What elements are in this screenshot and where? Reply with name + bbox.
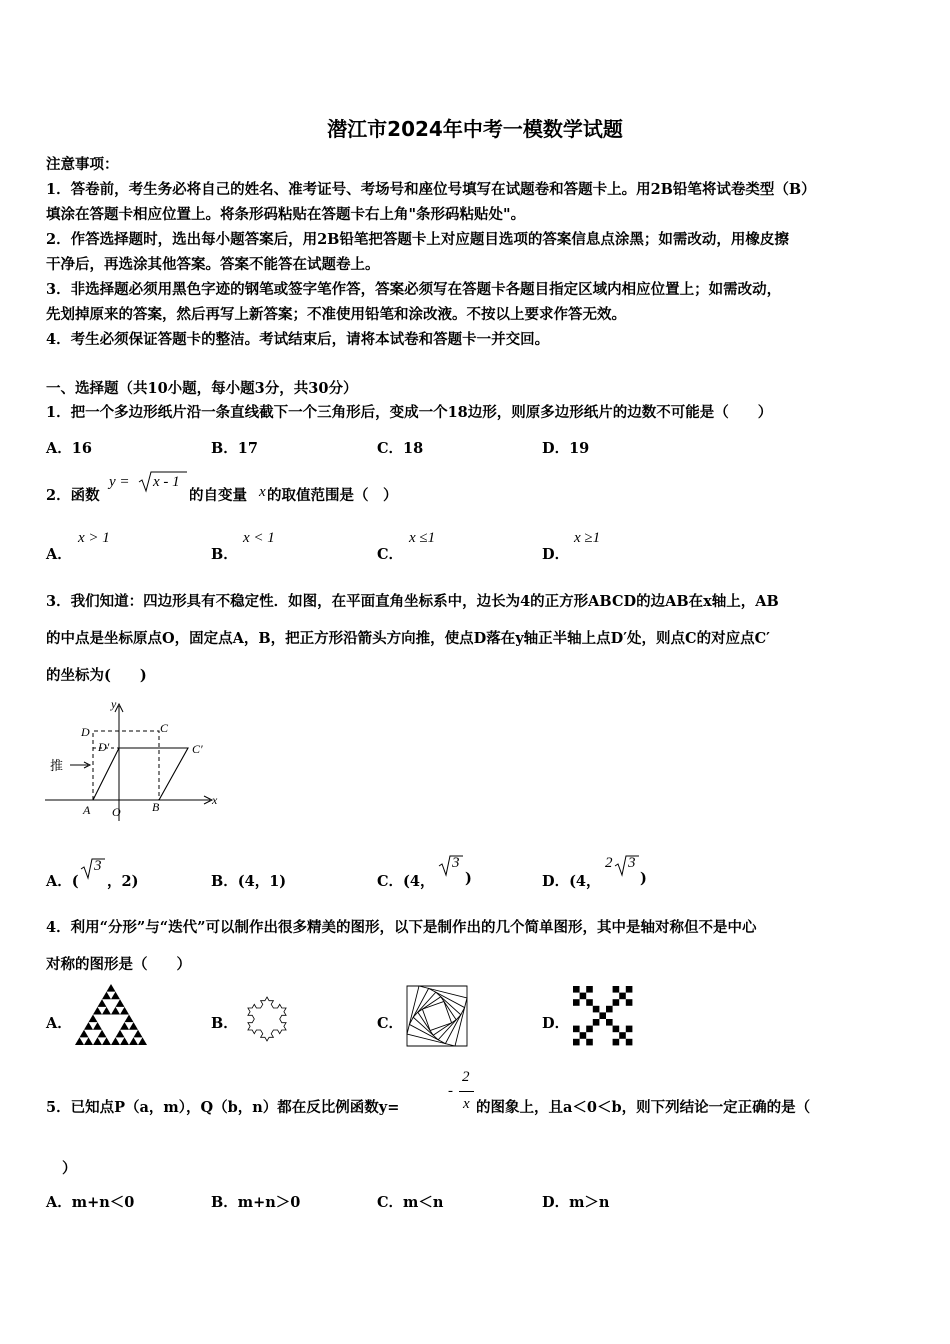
cross-cell <box>626 999 633 1006</box>
label-push: 推 <box>50 758 64 773</box>
q4-option-a[interactable]: A． <box>46 1015 72 1032</box>
q1-option-d[interactable]: D．19 <box>542 440 590 457</box>
section-heading: 一、选择题（共10小题，每小题3分，共30分） <box>46 380 358 397</box>
sierpinski-cell <box>80 1030 89 1038</box>
notice-line: 填涂在答题卡相应位置上。将条形码粘贴在答题卡右上角"条形码粘贴处"。 <box>46 206 526 223</box>
sierpinski-cell <box>84 1037 93 1045</box>
label-x: x <box>212 793 218 807</box>
q2-option-d-expr: x ≥1 <box>574 530 601 546</box>
sierpinski-cell <box>116 999 125 1007</box>
page-title: 潜江市2024年中考一模数学试题 <box>327 117 623 141</box>
cross-cell <box>613 1026 620 1033</box>
q5-numerator: 2 <box>462 1069 470 1085</box>
label-c-prime: C′ <box>192 742 203 756</box>
q2-option-a-expr: x > 1 <box>78 530 110 546</box>
q1-option-b[interactable]: B．17 <box>211 440 258 457</box>
q2-option-b-expr: x < 1 <box>243 530 275 546</box>
cross-cell <box>626 986 633 993</box>
nested-square <box>409 988 464 1043</box>
q3-option-d[interactable]: D．(4， <box>542 873 601 890</box>
cross-cell <box>573 1026 580 1033</box>
cross-cell <box>606 1019 613 1026</box>
q5-option-b[interactable]: B．m+n＞0 <box>211 1194 301 1211</box>
q1-option-a[interactable]: A．16 <box>46 440 92 457</box>
sierpinski-cell <box>120 1007 129 1015</box>
q5-option-c[interactable]: C．m＜n <box>377 1194 444 1211</box>
q3-c-post: ) <box>465 870 472 887</box>
sqrt-sign <box>614 853 640 877</box>
cross-cell <box>573 999 580 1006</box>
sierpinski-cell <box>84 1022 93 1030</box>
sierpinski-cell <box>93 1007 102 1015</box>
label-d: D <box>81 725 90 739</box>
q4-option-b[interactable]: B． <box>211 1015 238 1032</box>
label-b: B <box>152 800 160 814</box>
question-4-line: 对称的图形是（ ） <box>46 956 191 973</box>
q2-variable: x <box>259 484 266 500</box>
question-3-line: 的坐标为( ) <box>46 667 147 684</box>
notice-line: 先划掉原来的答案，然后再写上新答案；不准使用铅笔和涂改液。不按以上要求作答无效。 <box>46 306 626 323</box>
cross-cell <box>619 993 626 1000</box>
sierpinski-cell <box>111 1007 120 1015</box>
q5-option-d[interactable]: D．m＞n <box>542 1194 610 1211</box>
cross-cell <box>580 993 587 1000</box>
q3-a-radicand: 3 <box>94 858 102 874</box>
sqrt-sign <box>438 853 464 877</box>
cross-cell <box>573 986 580 993</box>
q3-d-post: ) <box>640 870 647 887</box>
q3-a-post: ，2) <box>107 873 139 890</box>
q3-d-radicand: 3 <box>628 855 636 871</box>
question-5-stem-a: 5．已知点P（a，m），Q（b，n）都在反比例函数y= <box>46 1099 400 1116</box>
nested-square <box>407 986 467 1046</box>
sierpinski-cell <box>134 1030 143 1038</box>
question-2-stem-b: 的自变量 <box>189 487 247 504</box>
sierpinski-cell <box>98 999 107 1007</box>
q3-option-b[interactable]: B．(4，1) <box>211 873 287 890</box>
sierpinski-cell <box>111 1037 120 1045</box>
sierpinski-cell <box>120 1022 129 1030</box>
cross-cell <box>613 999 620 1006</box>
q3-d-coef: 2 <box>605 855 613 871</box>
sierpinski-cell <box>102 1007 111 1015</box>
sierpinski-cell <box>107 984 116 992</box>
q2-option-c-expr: x ≤1 <box>409 530 436 546</box>
q5-denominator: x <box>463 1096 470 1112</box>
nested-square <box>407 986 467 1046</box>
sierpinski-cell <box>116 1030 125 1038</box>
nested-square <box>418 997 456 1035</box>
cross-fractal-figure <box>573 986 635 1046</box>
notice-line: 干净后，再选涂其他答案。答案不能答在试题卷上。 <box>46 256 380 273</box>
q3-option-a[interactable]: A．( <box>46 873 79 890</box>
label-y: y <box>111 697 117 711</box>
notice-line: 2．作答选择题时，选出每小题答案后，用2B铅笔把答题卡上对应题目选项的答案信息点涂黑；如需改动，用橡皮擦 <box>46 231 789 248</box>
koch-snowflake-figure <box>236 989 298 1047</box>
sierpinski-cell <box>102 992 111 1000</box>
cross-cell <box>586 1026 593 1033</box>
sierpinski-cell <box>129 1022 138 1030</box>
sierpinski-triangle-figure <box>74 983 148 1047</box>
q5-option-a[interactable]: A．m+n＜0 <box>46 1194 135 1211</box>
koch-outline <box>248 997 286 1041</box>
q3-c-radicand: 3 <box>452 855 460 871</box>
question-3-line: 的中点是坐标原点O，固定点A，B，把正方形沿箭头方向推，使点D落在y轴正半轴上点D′处，则点C的对应点C′ <box>46 630 770 647</box>
cross-cell <box>613 1039 620 1046</box>
question-2-stem-c: 的取值范围是（ ） <box>267 487 398 504</box>
cross-cell <box>613 986 620 993</box>
sierpinski-cell <box>125 1015 134 1023</box>
cross-cell <box>593 1006 600 1013</box>
question-5-stem-b: 的图象上，且a＜0＜b，则下列结论一定正确的是（ <box>476 1099 811 1116</box>
q3-coordinate-figure <box>40 696 230 826</box>
q2-option-d[interactable]: D． <box>542 546 570 563</box>
sqrt-sign <box>80 856 106 880</box>
cross-cell <box>580 1032 587 1039</box>
sierpinski-cell <box>75 1037 84 1045</box>
question-4-line: 4．利用“分形”与“迭代”可以制作出很多精美的图形，以下是制作出的几个简单图形，其中是轴对称但不是中心 <box>46 919 757 936</box>
cross-cell <box>586 999 593 1006</box>
q5-minus: - <box>448 1083 453 1099</box>
cross-cell <box>586 986 593 993</box>
label-c: C <box>160 721 169 735</box>
sierpinski-cell <box>89 1015 98 1023</box>
fraction-bar <box>459 1091 474 1092</box>
sierpinski-cell <box>93 1022 102 1030</box>
label-o: O <box>112 805 121 819</box>
cross-cell <box>626 1039 633 1046</box>
cross-cell <box>586 1039 593 1046</box>
q2-option-b[interactable]: B． <box>211 546 238 563</box>
sierpinski-cell <box>102 1037 111 1045</box>
sierpinski-cell <box>93 1037 102 1045</box>
cross-cell <box>626 1026 633 1033</box>
question-5-close: ） <box>62 1160 77 1177</box>
notice-line: 1．答卷前，考生务必将自己的姓名、准考证号、考场号和座位号填写在试题卷和答题卡上。用2B铅笔将试卷类型（B） <box>46 181 816 198</box>
parallelogram <box>93 748 188 800</box>
nested-squares-figure <box>405 984 469 1048</box>
notice-line: 3．非选择题必须用黑色字迹的钢笔或签字笔作答，答案必须写在答题卡各题目指定区域内相应位置上；如需改动， <box>46 281 782 298</box>
q2-formula-y: y = <box>109 474 130 490</box>
q4-option-d[interactable]: D． <box>542 1015 570 1032</box>
cross-cell <box>573 1039 580 1046</box>
cross-cell <box>619 1032 626 1039</box>
notice-line: 4．考生必须保证答题卡的整洁。考试结束后，请将本试卷和答题卡一并交回。 <box>46 331 550 348</box>
q4-option-c[interactable]: C． <box>377 1015 404 1032</box>
q2-option-a[interactable]: A． <box>46 546 72 563</box>
sierpinski-cell <box>111 992 120 1000</box>
notice-heading: 注意事项： <box>46 156 119 173</box>
cross-cell <box>593 1019 600 1026</box>
cross-cell <box>599 1012 606 1019</box>
question-1-stem: 1．把一个多边形纸片沿一条直线截下一个三角形后，变成一个18边形，则原多边形纸片的边数不可能是（ ） <box>46 404 773 421</box>
label-a: A <box>83 803 91 817</box>
q2-option-c[interactable]: C． <box>377 546 404 563</box>
label-d-prime: D′ <box>98 740 110 754</box>
question-3-line: 3．我们知道：四边形具有不稳定性．如图，在平面直角坐标系中，边长为4的正方形ABCD的边AB在x轴上，AB <box>46 593 779 610</box>
sierpinski-cell <box>120 1037 129 1045</box>
q2-formula-radicand: x - 1 <box>153 474 180 490</box>
q3-option-c[interactable]: C．(4， <box>377 873 435 890</box>
sierpinski-cell <box>138 1037 147 1045</box>
q1-option-c[interactable]: C．18 <box>377 440 424 457</box>
cross-cell <box>606 1006 613 1013</box>
question-2-stem-a: 2．函数 <box>46 487 100 504</box>
sierpinski-cell <box>129 1037 138 1045</box>
sierpinski-cell <box>98 1030 107 1038</box>
